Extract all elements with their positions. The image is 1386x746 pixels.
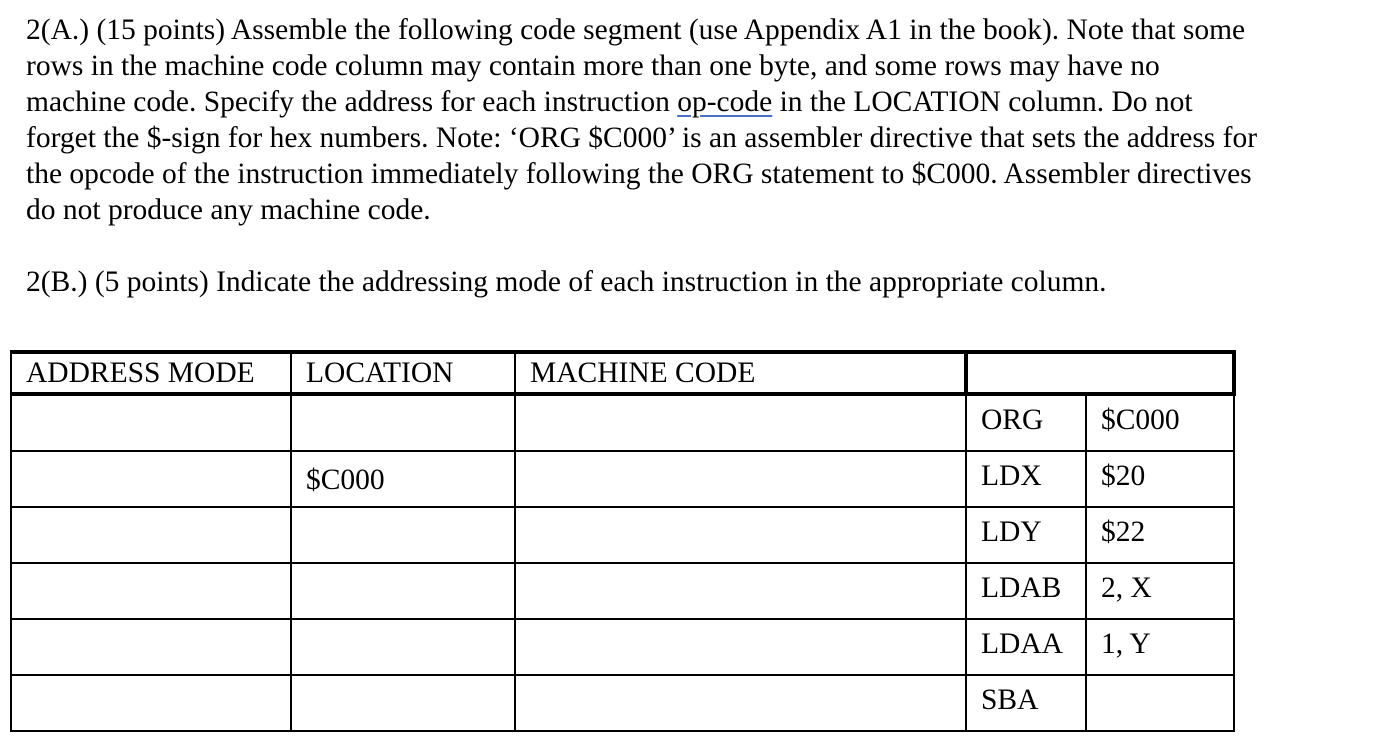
- header-address-mode: ADDRESS MODE: [11, 352, 291, 394]
- cell-address-mode[interactable]: [11, 394, 291, 451]
- cell-operand: [1086, 675, 1234, 731]
- table-row: [11, 451, 1234, 507]
- cell-mnemonic: SBA: [966, 675, 1086, 731]
- question-2b-text: [26, 264, 1356, 300]
- table-header-row: [11, 352, 1234, 394]
- cell-address-mode[interactable]: [11, 507, 291, 563]
- op-code-term: op-code: [677, 86, 773, 118]
- cell-location[interactable]: [291, 675, 515, 731]
- header-machine-code: MACHINE CODE: [515, 352, 966, 394]
- cell-mnemonic: ORG: [966, 394, 1086, 451]
- table-row: [11, 619, 1234, 675]
- cell-address-mode[interactable]: [11, 619, 291, 675]
- cell-location[interactable]: [291, 563, 515, 619]
- cell-operand: $20: [1086, 451, 1234, 507]
- cell-mnemonic: LDAB: [966, 563, 1086, 619]
- cell-machine-code[interactable]: [515, 563, 966, 619]
- cell-machine-code[interactable]: [515, 507, 966, 563]
- question-2a-line-3: [26, 84, 1356, 120]
- cell-location[interactable]: [291, 507, 515, 563]
- cell-location[interactable]: $C000: [291, 451, 515, 507]
- cell-address-mode[interactable]: [11, 563, 291, 619]
- header-instruction: [966, 352, 1234, 394]
- table-row: [11, 507, 1234, 563]
- table-row: [11, 394, 1234, 451]
- question-2a-line-3-start: machine code. Specify the address for each instruction: [26, 86, 678, 118]
- cell-machine-code[interactable]: [515, 619, 966, 675]
- question-2a-line-6: do not produce any machine code.: [26, 194, 431, 226]
- cell-address-mode[interactable]: [11, 675, 291, 731]
- table-row: [11, 563, 1234, 619]
- cell-machine-code[interactable]: [515, 394, 966, 451]
- header-location: LOCATION: [291, 352, 515, 394]
- question-2a-line-1: 2(A.) (15 points) Assemble the following code segment (use Appendix A1 in the book). Note that some: [26, 14, 1246, 46]
- cell-operand: $C000: [1086, 394, 1234, 451]
- cell-operand: 1, Y: [1086, 619, 1234, 675]
- cell-operand: $22: [1086, 507, 1234, 563]
- cell-location[interactable]: [291, 394, 515, 451]
- cell-mnemonic: LDAA: [966, 619, 1086, 675]
- assembly-table: [10, 350, 1236, 732]
- question-2a-line-2: rows in the machine code column may contain more than one byte, and some rows may have no: [26, 50, 1160, 82]
- cell-address-mode[interactable]: [11, 451, 291, 507]
- cell-location[interactable]: [291, 619, 515, 675]
- question-2a-line-3-end: in the LOCATION column. Do not: [772, 86, 1193, 118]
- cell-machine-code[interactable]: [515, 451, 966, 507]
- table-row: [11, 675, 1234, 731]
- cell-mnemonic: LDX: [966, 451, 1086, 507]
- cell-machine-code[interactable]: [515, 675, 966, 731]
- cell-mnemonic: LDY: [966, 507, 1086, 563]
- question-2a-line-4: forget the $-sign for hex numbers. Note: ‘ORG $C000’ is an assembler directive that sets the address for: [26, 122, 1258, 154]
- question-2a-line-5: the opcode of the instruction immediately following the ORG statement to $C000. Assembler directives: [26, 158, 1252, 190]
- question-2a-text: [26, 12, 1356, 228]
- cell-operand: 2, X: [1086, 563, 1234, 619]
- question-2b-line: 2(B.) (5 points) Indicate the addressing mode of each instruction in the appropriate column.: [26, 266, 1107, 298]
